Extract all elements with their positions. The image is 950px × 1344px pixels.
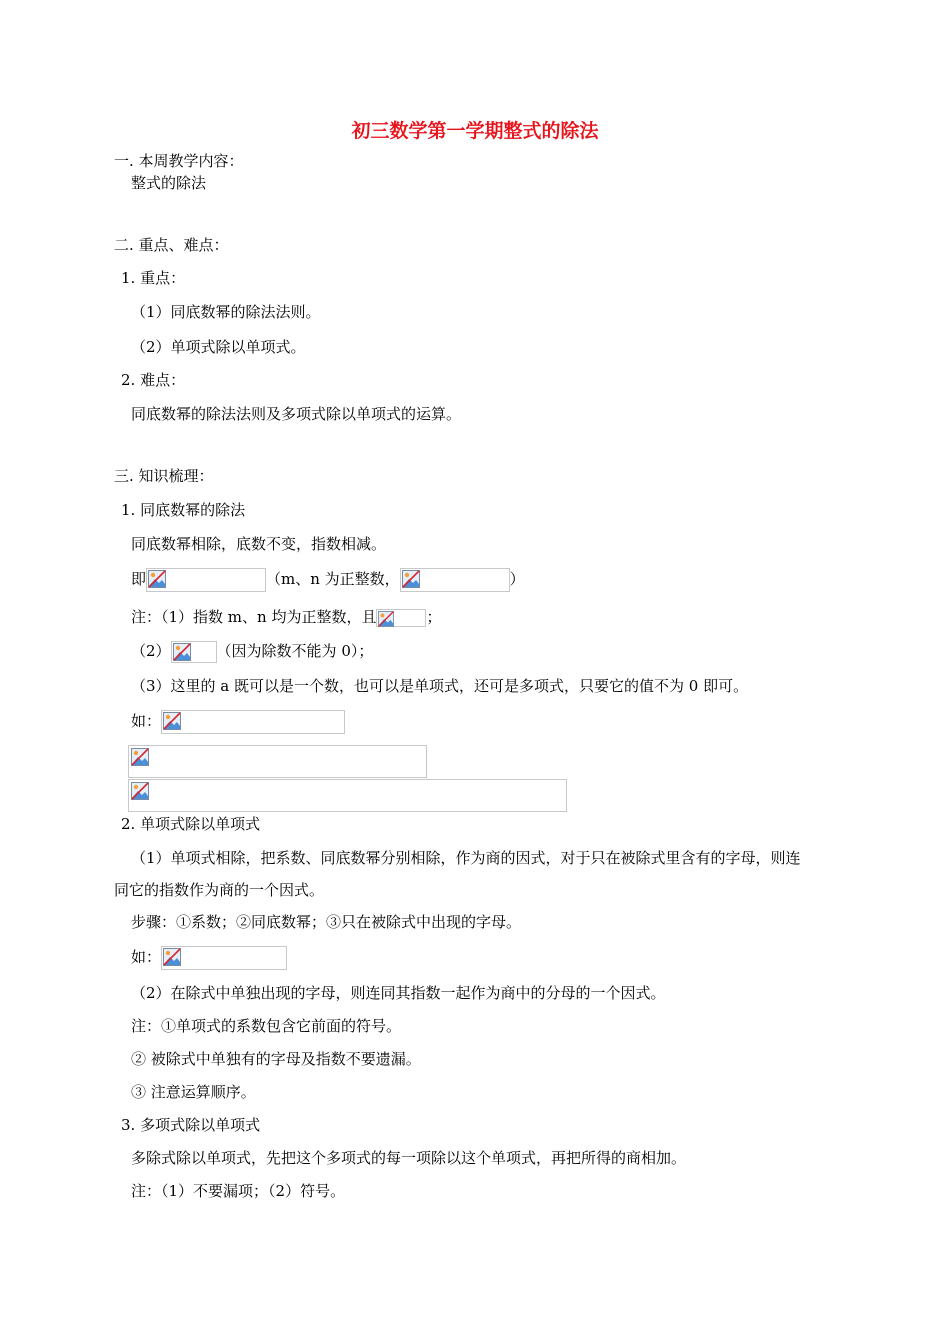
note-1-image xyxy=(376,609,426,627)
note-2-prefix: （2） xyxy=(131,642,171,660)
sub1-heading: 1. 同底数幂的除法 xyxy=(121,501,246,519)
note-1-line xyxy=(131,607,441,627)
sub2-example-line xyxy=(131,946,287,970)
note-2-text: （因为除数不能为 0）； xyxy=(216,642,374,660)
sub2-heading: 2. 单项式除以单项式 xyxy=(121,815,261,833)
key-points-heading: 1. 重点： xyxy=(121,269,186,287)
note-1-prefix: 注：（1）指数 m、n 均为正整数，且 xyxy=(131,608,377,626)
formula-prefix: 即 xyxy=(131,570,147,588)
sub2-rule-line-2: 同它的指数作为商的一个因式。 xyxy=(114,881,325,899)
formula-mid: （m、n 为正整数， xyxy=(266,570,400,588)
sub2-example-image xyxy=(161,946,287,970)
example-image-1 xyxy=(161,710,345,734)
formula-image-2 xyxy=(400,568,510,592)
sub2-note-3: ③ 注意运算顺序。 xyxy=(131,1083,256,1101)
note-3: （3）这里的 a 既可以是一个数，也可以是单项式，还可是多项式，只要它的值不为 0 即可。 xyxy=(131,677,749,695)
difficulties-heading: 2. 难点： xyxy=(121,371,186,389)
note-2-line xyxy=(131,641,373,663)
example-line xyxy=(131,710,345,734)
example-prefix: 如： xyxy=(131,712,162,730)
example-image-3 xyxy=(128,779,567,812)
broken-image-icon xyxy=(163,712,181,730)
section-2-heading: 二. 重点、难点： xyxy=(114,236,229,254)
sub1-rule: 同底数幂相除，底数不变，指数相减。 xyxy=(131,535,387,553)
formula-line xyxy=(131,568,525,592)
broken-image-icon xyxy=(378,611,394,627)
note-2-image xyxy=(171,641,217,663)
sub2-example-prefix: 如： xyxy=(131,948,162,966)
difficulties-text: 同底数幂的除法法则及多项式除以单项式的运算。 xyxy=(131,405,462,423)
formula-image-1 xyxy=(146,568,266,592)
sub3-note: 注：（1）不要漏项；（2）符号。 xyxy=(131,1182,346,1200)
broken-image-icon xyxy=(131,782,149,800)
broken-image-icon xyxy=(163,948,181,966)
sub2-note-2: ② 被除式中单独有的字母及指数不要遗漏。 xyxy=(131,1050,421,1068)
section-1-heading: 一. 本周教学内容： xyxy=(114,152,244,170)
key-point-2: （2）单项式除以单项式。 xyxy=(131,338,306,356)
broken-image-icon xyxy=(131,748,149,766)
sub2-rule-line-1: （1）单项式相除，把系数、同底数幂分别相除，作为商的因式，对于只在被除式里含有的字母，则连 xyxy=(131,849,801,867)
broken-image-icon xyxy=(148,570,166,588)
broken-image-icon xyxy=(402,570,420,588)
formula-end: ） xyxy=(509,570,525,588)
section-1-content: 整式的除法 xyxy=(131,174,207,192)
example-image-2 xyxy=(128,745,427,778)
sub2-rule-2: （2）在除式中单独出现的字母，则连同其指数一起作为商中的分母的一个因式。 xyxy=(131,984,666,1002)
sub3-rule: 多除式除以单项式，先把这个多项式的每一项除以这个单项式，再把所得的商相加。 xyxy=(131,1149,687,1167)
key-point-1: （1）同底数幂的除法法则。 xyxy=(131,303,321,321)
broken-image-icon xyxy=(173,643,191,661)
section-3-heading: 三. 知识梳理： xyxy=(114,467,214,485)
page-title: 初三数学第一学期整式的除法 xyxy=(351,120,599,142)
sub2-note-1: 注：①单项式的系数包含它前面的符号。 xyxy=(131,1017,402,1035)
sub2-steps: 步骤：①系数；②同底数幂；③只在被除式中出现的字母。 xyxy=(131,913,522,931)
sub3-heading: 3. 多项式除以单项式 xyxy=(121,1116,261,1134)
note-1-end: ； xyxy=(426,608,442,626)
